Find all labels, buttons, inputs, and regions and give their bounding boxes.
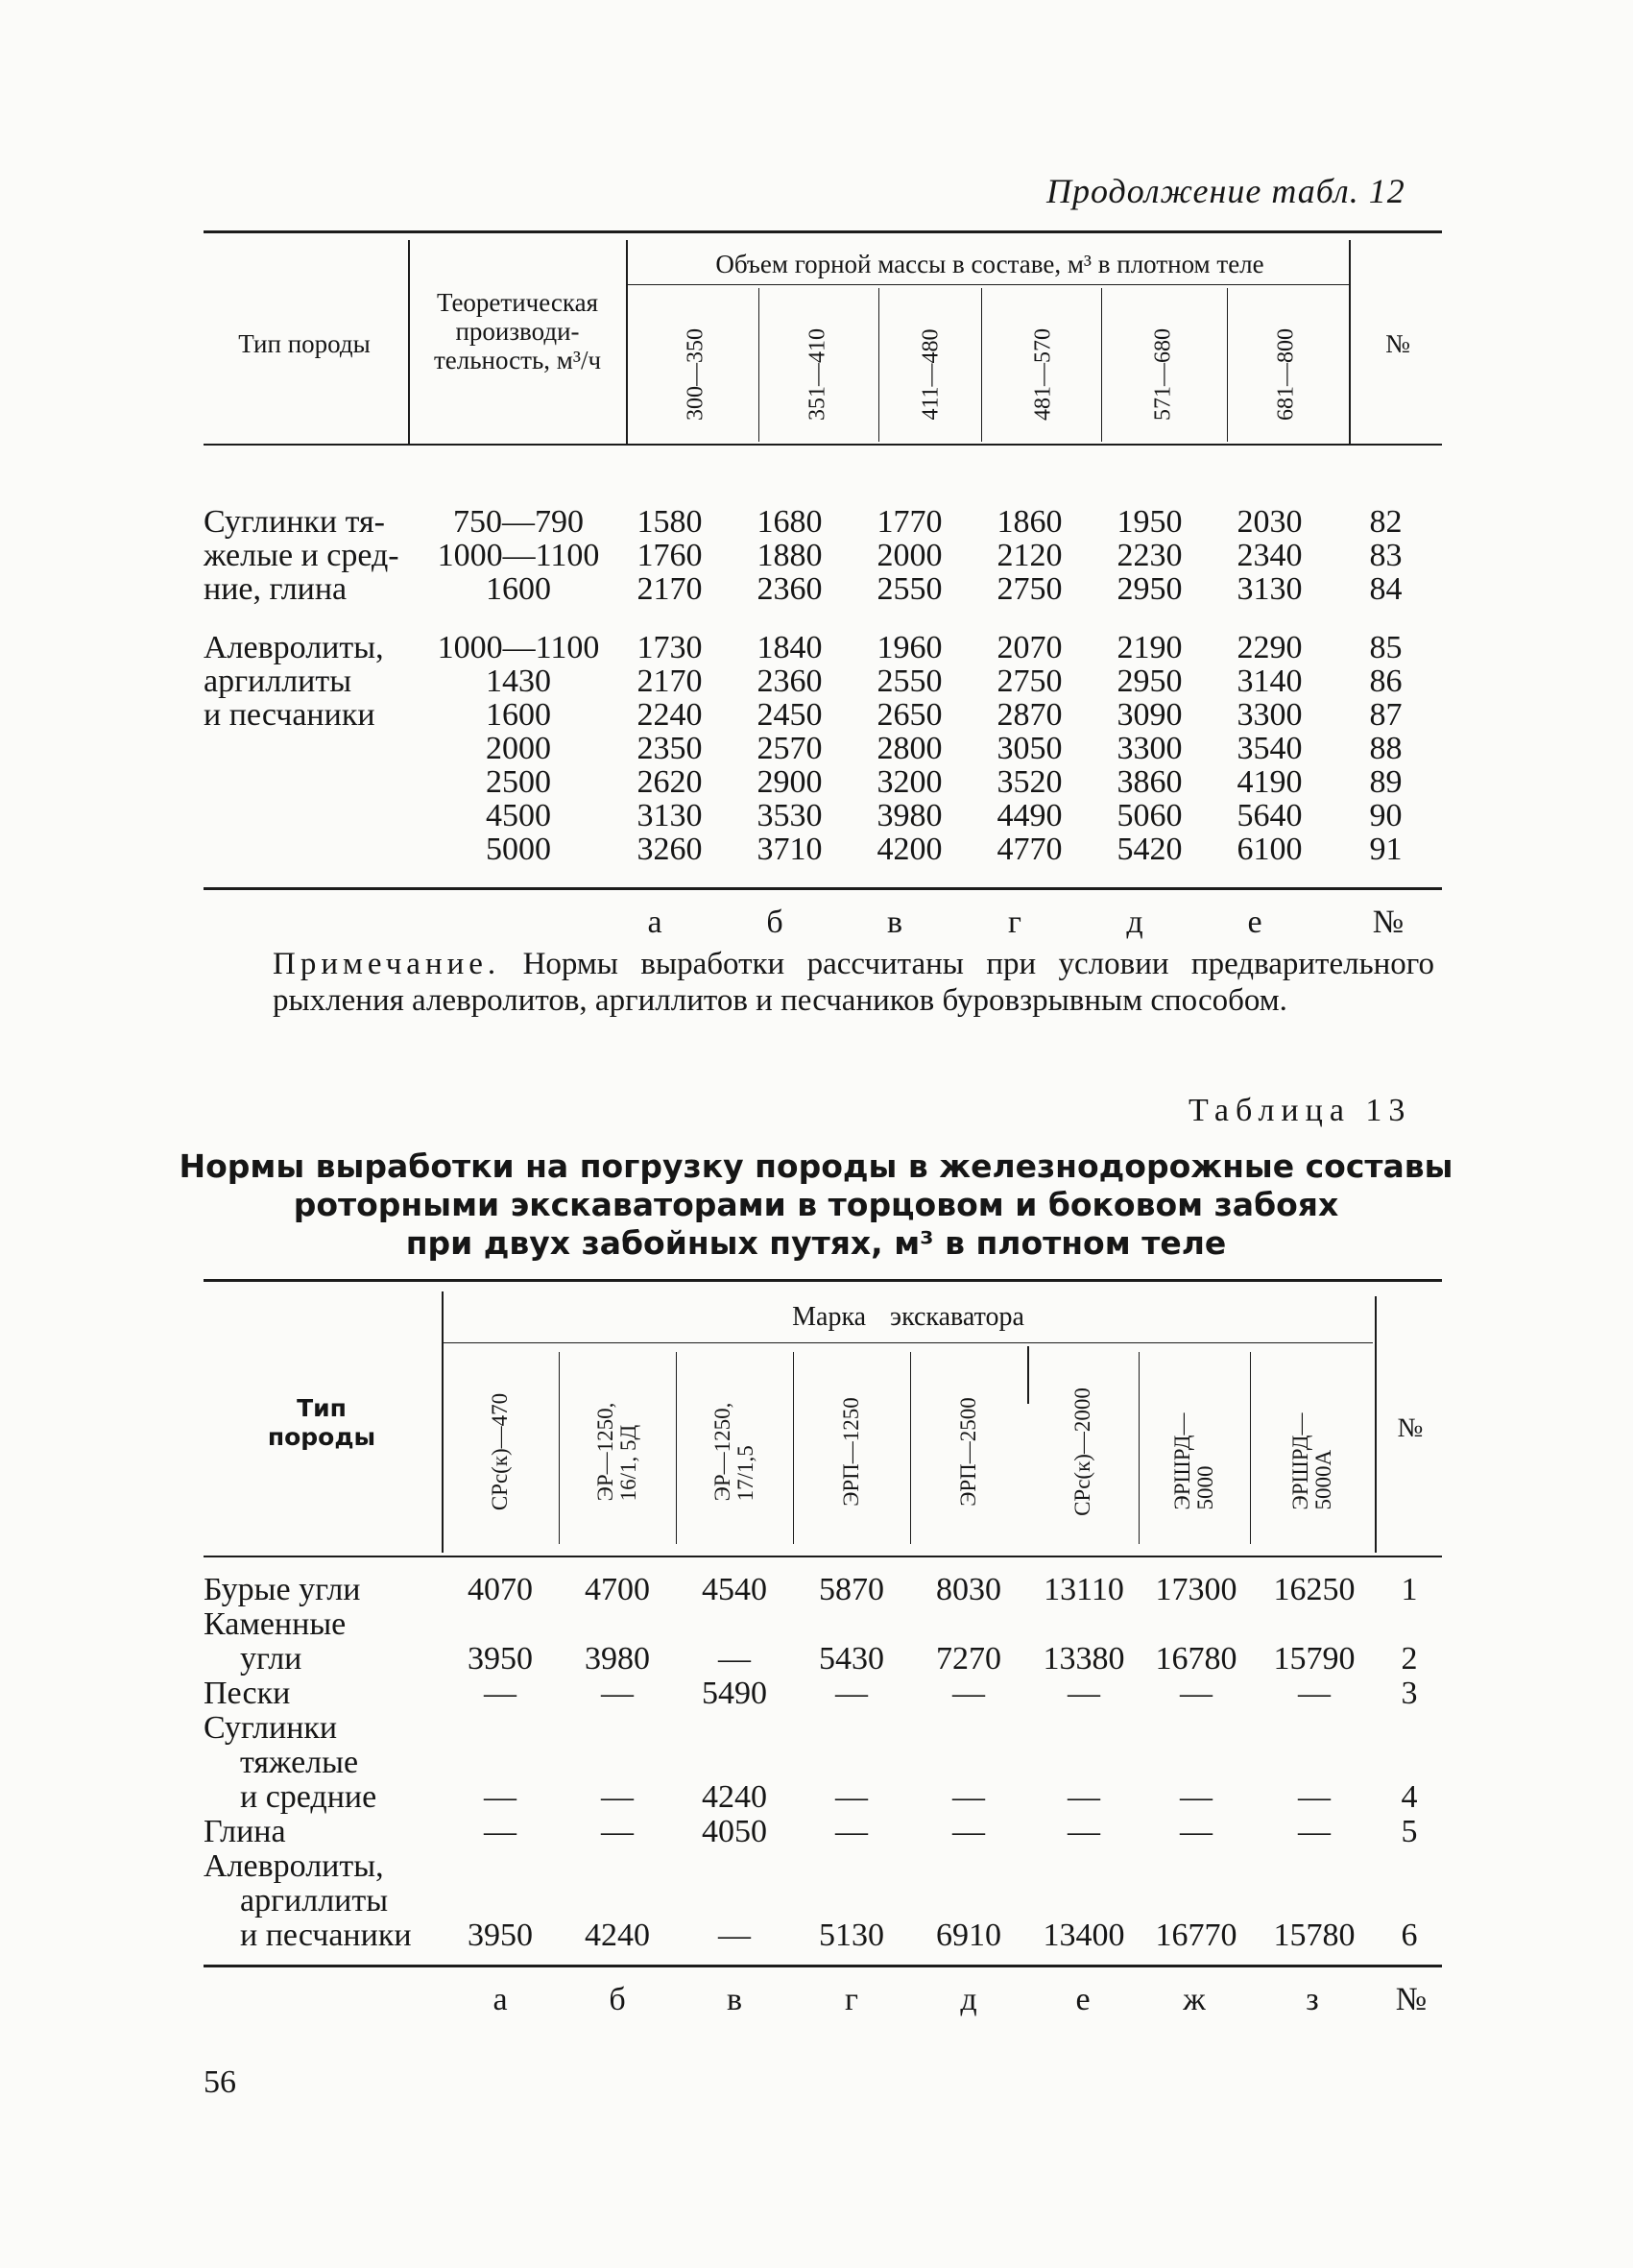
header-no: № (1385, 329, 1410, 358)
cell-value: 2900 (756, 764, 823, 800)
cell-value: — (1068, 1779, 1100, 1815)
cell-value: 2030 (1237, 504, 1303, 540)
table-row (204, 606, 1442, 631)
cell-value: 2570 (756, 731, 823, 766)
table-row (204, 572, 1442, 606)
table-row (204, 1884, 1442, 1918)
divider (878, 288, 879, 442)
cell-value: 2800 (877, 731, 943, 766)
cell-productivity: 2500 (486, 764, 551, 800)
column-letter: е (1075, 1982, 1091, 2017)
divider (1139, 1352, 1140, 1544)
note-lead: Примечание. (273, 947, 501, 981)
model-line: СРс(к)—2000 (1070, 1387, 1094, 1516)
cell-value: 5490 (702, 1676, 767, 1711)
row-label: желые и сред- (204, 538, 399, 573)
cell-value: — (835, 1676, 868, 1711)
table-row (204, 1677, 1442, 1711)
cell-value: 16780 (1155, 1641, 1237, 1677)
cell-no: 89 (1369, 764, 1403, 800)
cell-value: 15790 (1273, 1641, 1356, 1677)
row-label: и средние (240, 1779, 377, 1815)
table13-label: Таблица 13 (1189, 1093, 1412, 1128)
header-type: Тип породы (238, 329, 371, 358)
row-label: тяжелые (240, 1745, 359, 1780)
table-row (204, 1642, 1442, 1677)
cell-value: 2230 (1117, 538, 1183, 573)
header-model (1070, 1387, 1095, 1516)
note-text: Нормы выработки рассчитаны при условии предварительного рыхления алевролитов, аргиллитов и песчаников буровзрывным способом. (273, 947, 1434, 1018)
header-model (956, 1397, 981, 1507)
cell-value: — (1068, 1676, 1100, 1711)
table-row (204, 799, 1442, 832)
header-model (488, 1393, 513, 1510)
cell-value: 4200 (877, 832, 943, 867)
cell-no: 86 (1369, 664, 1403, 699)
cell-value: 2650 (877, 697, 943, 733)
cell-value: — (484, 1676, 516, 1711)
column-letter: г (1008, 905, 1021, 940)
table12-bottom-rule (204, 887, 1442, 890)
table-row (204, 765, 1442, 799)
cell-value: 1760 (636, 538, 703, 573)
model-line: 5000А (1311, 1449, 1335, 1510)
divider (1101, 288, 1102, 442)
header-range: 571—680 (1150, 328, 1176, 421)
cell-value: 3950 (468, 1641, 533, 1677)
header-type-line: породы (267, 1423, 376, 1451)
model-line: ЭРП—2500 (956, 1397, 980, 1507)
cell-value: 5420 (1117, 832, 1183, 867)
cell-value: — (484, 1779, 516, 1815)
cell-value: — (718, 1918, 751, 1953)
table12-top-rule (204, 230, 1442, 233)
cell-value: 3860 (1117, 764, 1183, 800)
cell-value: 5130 (819, 1918, 884, 1953)
cell-no: 84 (1369, 571, 1403, 607)
cell-no: 83 (1369, 538, 1403, 573)
cell-value: — (484, 1814, 516, 1849)
column-letter: а (647, 905, 662, 940)
table-cell (442, 1746, 1442, 1780)
cell-value: 2360 (756, 571, 823, 607)
divider (1227, 288, 1228, 442)
cell-value: 2750 (997, 571, 1063, 607)
column-letter: г (845, 1982, 858, 2017)
cell-productivity: 5000 (486, 832, 551, 867)
model-line: ЭРП—1250 (839, 1397, 863, 1507)
cell-no: 5 (1401, 1814, 1418, 1849)
cell-value: 3540 (1237, 731, 1303, 766)
row-label: ние, глина (204, 571, 348, 607)
cell-value: 3300 (1237, 697, 1303, 733)
model-line: 16/1, 5Д (616, 1424, 640, 1502)
cell-no: 6 (1401, 1918, 1418, 1953)
header-model (839, 1397, 864, 1507)
table-row (204, 664, 1442, 698)
divider (1250, 1352, 1251, 1544)
cell-no: 91 (1369, 832, 1403, 867)
table-cell (204, 765, 427, 799)
cell-value: 2120 (997, 538, 1063, 573)
header-brand: Марка экскаватора (792, 1302, 1024, 1332)
column-letter: д (960, 1982, 977, 2017)
table-row (204, 732, 1442, 765)
cell-value: — (1180, 1814, 1213, 1849)
model-line: ЭРШРД— (1288, 1412, 1312, 1510)
column-letter: е (1247, 905, 1262, 940)
header-model (711, 1403, 757, 1502)
cell-value: 3300 (1117, 731, 1183, 766)
cell-value: — (718, 1641, 751, 1677)
cell-value: 1730 (636, 630, 703, 665)
cell-value: 2550 (877, 571, 943, 607)
header-model (1171, 1413, 1217, 1510)
cell-value: 3980 (585, 1641, 650, 1677)
table-row (204, 539, 1442, 572)
table-cell (204, 606, 1442, 631)
cell-no: 90 (1369, 798, 1403, 833)
divider (910, 1352, 911, 1544)
column-letter: з (1306, 1982, 1319, 2017)
divider (408, 240, 410, 444)
cell-value: 8030 (936, 1572, 1001, 1607)
cell-value: 2450 (756, 697, 823, 733)
table-row (204, 1573, 1442, 1607)
header-type-line: Тип (297, 1394, 347, 1422)
column-letter: а (492, 1982, 508, 2017)
cell-value: 2190 (1117, 630, 1183, 665)
cell-value: 3260 (636, 832, 703, 867)
cell-value: 4240 (585, 1918, 650, 1953)
cell-value: — (952, 1676, 985, 1711)
cell-value: 1770 (877, 504, 943, 540)
model-line: 5000 (1193, 1465, 1217, 1510)
row-label: Суглинки (204, 1710, 338, 1746)
cell-value: — (835, 1779, 868, 1815)
cell-value: 1580 (636, 504, 703, 540)
row-label: Пески (204, 1676, 291, 1711)
cell-value: 3090 (1117, 697, 1183, 733)
header-range: 411—480 (918, 328, 944, 421)
table-row (204, 631, 1442, 664)
table-row (204, 1815, 1442, 1849)
header-range: 351—410 (804, 328, 830, 421)
cell-value: — (601, 1779, 634, 1815)
cell-value: 17300 (1155, 1572, 1237, 1607)
model-line: ЭРШРД— (1170, 1412, 1194, 1510)
table-cell (204, 799, 427, 832)
cell-value: 2240 (636, 697, 703, 733)
cell-value: 5870 (819, 1572, 884, 1607)
cell-productivity: 1600 (486, 571, 551, 607)
cell-value: 2360 (756, 664, 823, 699)
header-no: № (1397, 1413, 1424, 1443)
cell-no: 2 (1401, 1641, 1418, 1677)
header-range: 300—350 (683, 328, 708, 421)
cell-value: 5430 (819, 1641, 884, 1677)
cell-value: 4050 (702, 1814, 767, 1849)
row-label: Глина (204, 1814, 286, 1849)
table-cell (204, 832, 427, 866)
header-range: 481—570 (1030, 328, 1056, 421)
cell-productivity: 4500 (486, 798, 551, 833)
cell-value: 1680 (756, 504, 823, 540)
cell-value: 16770 (1155, 1918, 1237, 1953)
cell-value: 4490 (997, 798, 1063, 833)
cell-value: 3140 (1237, 664, 1303, 699)
cell-value: 13400 (1043, 1918, 1125, 1953)
table-cell (442, 1849, 1442, 1884)
divider (626, 240, 628, 444)
table-row (204, 505, 1442, 539)
divider (1027, 1346, 1029, 1404)
divider (1375, 1296, 1377, 1553)
header-type (204, 1394, 440, 1452)
table-row (204, 1780, 1442, 1815)
cell-value: 3530 (756, 798, 823, 833)
table12-header-rule (204, 444, 1442, 446)
column-letter: № (1395, 1982, 1428, 2017)
cell-value: 2870 (997, 697, 1063, 733)
page-number: 56 (204, 2064, 236, 2100)
row-label: и песчаники (240, 1918, 412, 1953)
cell-value: — (1180, 1779, 1213, 1815)
cell-value: 16250 (1273, 1572, 1356, 1607)
row-label: Бурые угли (204, 1572, 361, 1607)
table-row (204, 1849, 1442, 1884)
cell-value: — (1068, 1814, 1100, 1849)
divider (559, 1352, 560, 1544)
cell-value: 4770 (997, 832, 1063, 867)
header-range: 681—800 (1273, 328, 1299, 421)
column-letter: № (1372, 905, 1405, 940)
row-label: угли (240, 1641, 302, 1677)
row-label: Каменные (204, 1606, 347, 1642)
cell-value: 15780 (1273, 1918, 1356, 1953)
title-line: роторными экскаваторами в торцовом и боковом забоях (293, 1186, 1339, 1223)
cell-value: 3710 (756, 832, 823, 867)
table13-top-rule (204, 1279, 1442, 1282)
table-row (204, 832, 1442, 866)
divider (444, 1342, 1373, 1343)
table13-title (173, 1147, 1459, 1263)
table-row (204, 698, 1442, 732)
cell-value: 2070 (997, 630, 1063, 665)
divider (758, 288, 759, 442)
cell-value: — (835, 1814, 868, 1849)
cell-productivity: 1600 (486, 697, 551, 733)
cell-value: 2340 (1237, 538, 1303, 573)
cell-value: — (601, 1676, 634, 1711)
cell-value: 1950 (1117, 504, 1183, 540)
cell-value: — (1298, 1676, 1331, 1711)
model-line: 17/1,5 (733, 1445, 757, 1502)
table13-header-rule (204, 1556, 1442, 1557)
row-label: аргиллиты (204, 664, 352, 699)
header-productivity: Теоретическая производи- тельность, м³/ч (433, 288, 602, 374)
cell-value: — (601, 1814, 634, 1849)
cell-value: 2290 (1237, 630, 1303, 665)
table12-body (204, 505, 1442, 866)
cell-value: 2170 (636, 664, 703, 699)
cell-value: 3950 (468, 1918, 533, 1953)
divider (676, 1352, 677, 1544)
model-line: СРс(к)—470 (488, 1392, 512, 1511)
cell-value: — (952, 1814, 985, 1849)
cell-value: 13380 (1043, 1641, 1125, 1677)
table13-body (204, 1573, 1442, 1953)
cell-value: 7270 (936, 1641, 1001, 1677)
cell-value: 4700 (585, 1572, 650, 1607)
cell-value: 5640 (1237, 798, 1303, 833)
table-cell (442, 1884, 1442, 1918)
cell-no: 1 (1401, 1572, 1418, 1607)
cell-value: 1880 (756, 538, 823, 573)
column-letter: в (726, 1982, 743, 2017)
cell-no: 3 (1401, 1676, 1418, 1711)
cell-value: 2950 (1117, 664, 1183, 699)
cell-value: — (952, 1779, 985, 1815)
cell-value: 3050 (997, 731, 1063, 766)
title-line: Нормы выработки на погрузку породы в железнодорожные составы (179, 1147, 1453, 1185)
cell-no: 85 (1369, 630, 1403, 665)
cell-value: — (1298, 1779, 1331, 1815)
cell-productivity: 1000—1100 (437, 630, 600, 665)
cell-value: 4190 (1237, 764, 1303, 800)
cell-value: 2350 (636, 731, 703, 766)
cell-value: 4240 (702, 1779, 767, 1815)
column-letter: б (609, 1982, 626, 2017)
row-label: Алевролиты, (204, 630, 384, 665)
cell-value: 1960 (877, 630, 943, 665)
cell-productivity: 750—790 (453, 504, 584, 540)
cell-value: 3130 (1237, 571, 1303, 607)
cell-no: 82 (1369, 504, 1403, 540)
column-letter: в (886, 905, 903, 940)
cell-value: 4070 (468, 1572, 533, 1607)
column-letter: ж (1183, 1982, 1206, 2017)
cell-no: 4 (1401, 1779, 1418, 1815)
model-line: ЭР—1250, (710, 1402, 734, 1502)
cell-value: 5060 (1117, 798, 1183, 833)
note (273, 946, 1434, 1019)
header-model (594, 1403, 640, 1502)
row-label: и песчаники (204, 697, 375, 733)
cell-value: 3520 (997, 764, 1063, 800)
cell-value: 2950 (1117, 571, 1183, 607)
cell-value: 1860 (997, 504, 1063, 540)
cell-value: 6910 (936, 1918, 1001, 1953)
cell-value: 4540 (702, 1572, 767, 1607)
cell-value: 2170 (636, 571, 703, 607)
row-label: Суглинки тя- (204, 504, 385, 540)
model-line: ЭР—1250, (593, 1402, 617, 1502)
column-letter: д (1126, 905, 1143, 940)
cell-value: 3130 (636, 798, 703, 833)
table-cell (204, 732, 427, 765)
table-row (204, 1607, 1442, 1642)
table-row (204, 1746, 1442, 1780)
cell-value: — (1180, 1676, 1213, 1711)
cell-productivity: 1430 (486, 664, 551, 699)
header-model (1289, 1413, 1335, 1510)
cell-productivity: 1000—1100 (437, 538, 600, 573)
cell-value: 2550 (877, 664, 943, 699)
table13-bottom-rule (204, 1965, 1442, 1967)
row-label: аргиллиты (240, 1883, 389, 1918)
cell-value: 3980 (877, 798, 943, 833)
continuation-title: Продолжение табл. 12 (1046, 172, 1405, 210)
cell-value: 6100 (1237, 832, 1303, 867)
table-row (204, 1918, 1442, 1953)
header-volume: Объем горной массы в составе, м³ в плотном теле (715, 250, 1264, 278)
cell-no: 87 (1369, 697, 1403, 733)
table-cell (442, 1711, 1442, 1746)
cell-value: 13110 (1044, 1572, 1124, 1607)
row-label: Алевролиты, (204, 1848, 384, 1884)
cell-no: 88 (1369, 731, 1403, 766)
cell-value: 3200 (877, 764, 943, 800)
cell-value: — (1298, 1814, 1331, 1849)
title-line: при двух забойных путях, м³ в плотном теле (405, 1224, 1227, 1262)
cell-value: 2000 (877, 538, 943, 573)
column-letter: б (766, 905, 783, 940)
cell-value: 2750 (997, 664, 1063, 699)
cell-value: 2620 (636, 764, 703, 800)
divider (628, 284, 1349, 285)
cell-value: 1840 (756, 630, 823, 665)
divider (793, 1352, 794, 1544)
divider (981, 288, 982, 442)
cell-productivity: 2000 (486, 731, 551, 766)
table-row (204, 1711, 1442, 1746)
table-cell (442, 1607, 1442, 1642)
